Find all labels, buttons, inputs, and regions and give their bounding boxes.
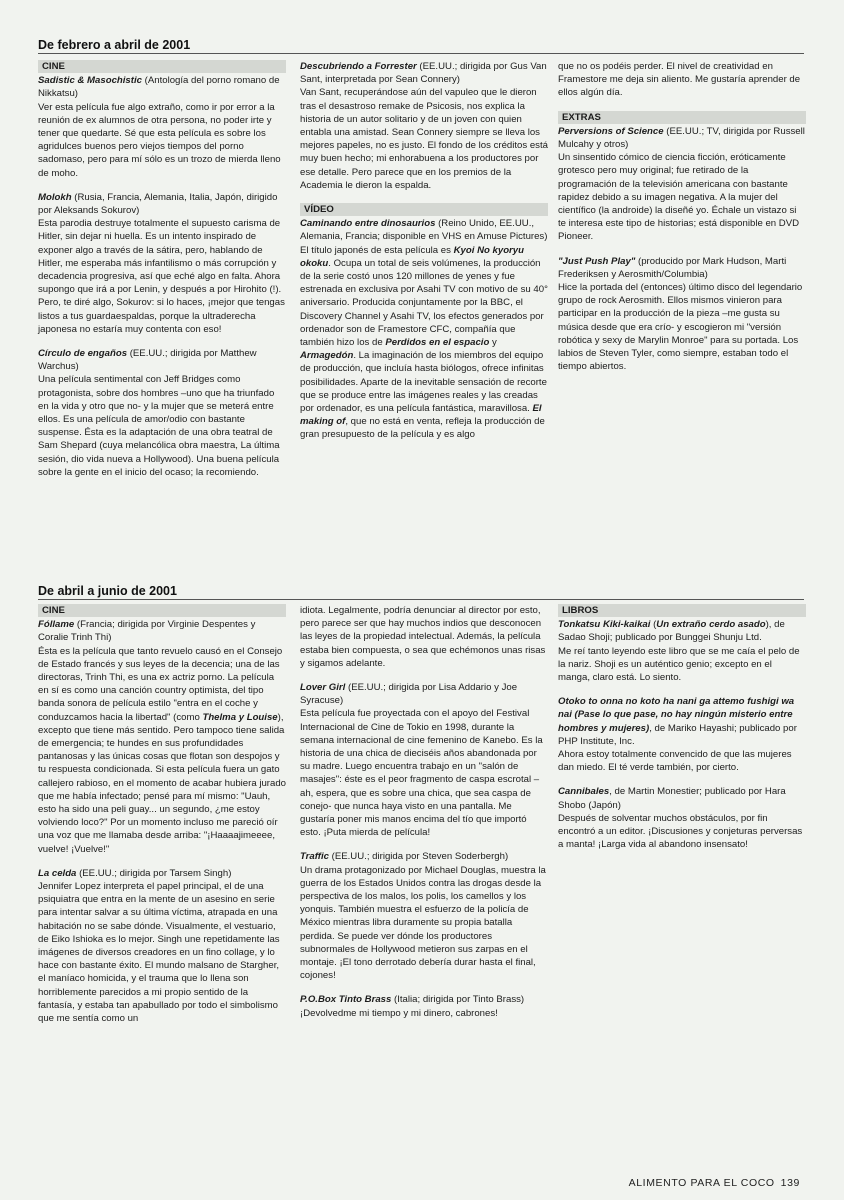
column-2 <box>300 604 548 1031</box>
body-text: . Ocupa un total de seis volúmenes, la producción de la serie costó unos 120 millones de yenes y fue estrenada en exclusiva por Asahi TV con motivo de su 40° aniversario. Producida conjuntamente por la BBC, el Discovery Channel y Asahi TV, los efectos generados por ordenador son de Framestore CFC, compañía que también hizo los de <box>300 257 548 349</box>
entry-title: Círculo de engaños <box>38 348 128 360</box>
page-footer <box>629 1177 800 1189</box>
section-title: De febrero a abril de 2001 <box>38 38 804 54</box>
entry-body: Me reí tanto leyendo este libro que se me caía el pelo de la nariz. Shoji es un auténtico genio; excepto en el manga, claro está. Lo siento. <box>558 645 800 684</box>
review-entry <box>300 850 548 982</box>
column-3 <box>558 604 806 862</box>
column-3 <box>558 60 806 384</box>
category-label: VÍDEO <box>300 203 548 216</box>
category-label: CINE <box>38 60 286 73</box>
entry-meta: ), <box>765 619 772 631</box>
review-entry <box>558 255 806 374</box>
entry-body: Una película sentimental con Jeff Bridges como protagonista, sobre dos hombres –uno que ha triunfado en la vida y otro que no- y la mujer que se meterá entre ellos. Es una película de amor/odio con bastante suspense. Ésta es la adaptación de una obra teatral de Sam Shepard (cuya melancólica obra maestra, La última sesión, dio vida nueva a Hollywood). Una buena película sobre la gente en el inicio del ocaso; la recomiendo. <box>38 374 280 478</box>
category-label: EXTRAS <box>558 111 806 124</box>
entry-body: Un sinsentido cómico de ciencia ficción, eróticamente grotesco pero muy original; fue retirado de la programación de la televisión americana con bastante rapidez debido a su imagen negativa. A la mujer del científico (la androide) la diseñé yo. Échale un vistazo si te interesa este tipo de historias; está disponible en DVD Pioneer. <box>558 152 800 243</box>
entry-title: Lover Girl <box>300 682 346 694</box>
entry-meta: (EE.UU.; dirigida por Lisa Addario y Joe Syracuse) <box>300 682 518 707</box>
entry-title: La celda <box>38 867 77 879</box>
body-text: ), excepto que tiene más sentido. Pero tampoco tiene salida de emergencia; te hundes en sus profundidades pantanosas y las únicas cosas que flotan son despojos y tu respuesta condicionada. Si esta película fuera un gato callejero rabioso, en el momento de acabar hubiera jurado que me había infectado; pensé para mí mismo: "Uauh, esto ha sido una peli guay... un segundo, ¿me estoy volviendo loco?" Por un momento incluso me pareció oír una voz que me llamaba desde arriba: "¡Haaaajimeeee, vuelve! ¡Vuelve!" <box>38 711 286 855</box>
entry-title: Sadistic & Masochistic <box>38 75 142 87</box>
entry-title: Perversions of Science <box>558 125 664 137</box>
entry-meta: de Sadao Shoji; publicado por Bunggei Shunju Ltd. <box>558 619 785 644</box>
entry-title: Tonkatsu Kiki-kaikai <box>558 619 651 631</box>
review-entry <box>38 191 286 336</box>
body-text: , que no está en venta, refleja la producción de gran presupuesto de la película y es algo <box>300 416 545 441</box>
review-entry <box>558 618 806 684</box>
review-entry <box>300 993 548 1019</box>
review-entry <box>38 618 286 856</box>
inline-title: El making of <box>300 403 542 428</box>
entry-title: P.O.Box Tinto Brass <box>300 994 392 1006</box>
review-entry <box>300 217 548 441</box>
entry-meta: (Francia; dirigida por Virginie Despentes y Coralie Trinh Thi) <box>38 619 256 644</box>
continued-text: que no os podéis perder. El nivel de creatividad en Framestore me deja sin aliento. Me gustaría aprender de ellos algún día. <box>558 61 801 99</box>
column-2 <box>300 60 548 453</box>
entry-meta: (EE.UU.; dirigida por Matthew Warchus) <box>38 348 257 373</box>
entry-title: Fóllame <box>38 619 75 631</box>
body-text: y <box>489 337 497 349</box>
entry-body: Después de solventar muchos obstáculos, por fin encontró a un editor. ¡Discusiones y conjeturas perversas a manta! ¡Larga vida al abandono insensato! <box>558 812 803 851</box>
entry-title: Molokh <box>38 191 72 203</box>
entry-meta: (producido por Mark Hudson, Marti Frederiksen y Aerosmith/Columbia) <box>558 255 787 280</box>
entry-title: Otoko to onna no koto ha nani ga attemo fushigi wa nai (Pase lo que pase, no hay ningún misterio entre hombres y mujeres) <box>558 696 795 734</box>
column-1 <box>38 604 286 1036</box>
entry-title: "Just Push Play" <box>558 255 636 267</box>
section-title: De abril a junio de 2001 <box>38 584 804 600</box>
entry-body <box>38 646 286 855</box>
entry-body <box>300 245 548 441</box>
entry-meta: (Reino Unido, EE.UU., Alemania, Francia; disponible en VHS en Amuse Pictures) <box>300 218 548 243</box>
column-1 <box>38 60 286 490</box>
entry-title: Un extraño cerdo asado <box>656 619 766 631</box>
review-entry <box>558 785 806 851</box>
entry-body: Van Sant, recuperándose aún del vapuleo que le dieron tras el desastroso remake de Psicosis, nos explica la historia de un autor solitario y de un joven con quien entabla una amistad. Sean Connery siempre se lleva los mejores papeles, no es justo. El fondo de los créditos está muy buen hecho; mi enhorabuena a los productores por ese detalle. Pero parece que en los premios de la Academia le dieron la espalda. <box>300 87 548 191</box>
entry-body: Esta parodia destruye totalmente el supuesto carisma de Hitler, sin dejar ni huella. Es un intento inspirado de exponer algo a través de la sátira, pero, hablando de Hitler, me esperaba más infantilismo o más corrupción y decadencia progresiva, así que eché algo en falta. Ahora supongo que irá a por Lenin, y después a por Hirohito (!). Pero, te diré algo, Sokurov: si lo haces, ¡mejor que tengas listos a tus guardaespaldas, porque la ultraderecha japonesa no estaría muy contenta con eso! <box>38 218 285 335</box>
entry-meta: (Rusia, Francia, Alemania, Italia, Japón, dirigido por Aleksands Sokurov) <box>38 191 278 217</box>
review-entry <box>558 125 806 244</box>
entry-body: Hice la portada del (entonces) último disco del legendario grupo de rock Aerosmith. Ellos mismos vinieron para participar en la producción de la pieza –me gusta su música desde que era crío- y escogieron mi "versión robótica y sexy de Marylin Monroe" para su portada. Los labios de Steven Tyler, como siempre, estaban todo el tiempo abiertos. <box>558 282 803 373</box>
category-label: LIBROS <box>558 604 806 617</box>
inline-title: Thelma y Louise <box>202 711 278 723</box>
entry-body: Jennifer Lopez interpreta el papel principal, el de una psiquiatra que entra en la mente de un asesino en serie para intentar salvar a su última víctima, atrapada en una habitación no se sabe dónde. Visualmente, el vestuario, de Eiko Ishioka es lo mejor. Singh une repetidamente las imágenes de diversos creadores en un fino collage, y lo hace con bastante éxito. El mundo malsano de Stargher, el maníaco homicida, y el trauma que lo llena son horriblemente parecidos a mi propio sentido de la fantasía, y estaba tan apabullado por todo el simbolismo que me sentía como un <box>38 881 280 1025</box>
entry-body: Ahora estoy totalmente convencido de que las mujeres dan miedo. El té verde también, por cierto. <box>558 749 792 774</box>
body-text: Ésta es la película que tanto revuelo causó en el Consejo de Estado francés y sus leyes de la decencia; una de las directoras, Trinh Thi, es una ex actriz porno. La película en sí es como una canción country optimista, del tipo banda sonora de película estilo "entra en el coche y conduzcamos hacia la libertad" (como <box>38 645 283 723</box>
review-entry <box>38 867 286 1025</box>
entry-meta: (Antología del porno romano de Nikkatsu) <box>38 75 280 100</box>
entry-title: Caminando entre dinosaurios <box>300 218 436 230</box>
entry-body: Esta película fue proyectada con el apoyo del Festival Internacional de Cine de Tokio en 1998, durante la semana internacional de cine femenino de Kanebo. Es la historia de una chica de dieciséis años abandonada por su madre. Luego encuentra trabajo en un "salón de masajes": éste es el peor fragmento de caspa escrotal –ah, espera, que es sobre una chica, que sea caspa de conejo- que nunca haya visto en una pantalla. Me gustaría poner mis manos encima del tío que importó esto. ¡Puta mierda de película! <box>300 708 543 839</box>
inline-title: Armagedón <box>300 350 354 362</box>
review-entry <box>38 347 286 479</box>
entry-meta: , de Martin Monestier; publicado por Hara Shobo (Japón) <box>558 786 786 811</box>
entry-meta: (EE.UU.; dirigida por Steven Soderbergh) <box>328 851 509 863</box>
review-entry <box>558 695 806 774</box>
category-label: CINE <box>38 604 286 617</box>
entry-meta: (EE.UU.; dirigida por Tarsem Singh) <box>76 867 232 879</box>
entry-meta: , de Mariko Hayashi; publicado por PHP Institute, Inc. <box>558 722 797 747</box>
body-text: El título japonés de esta película es <box>300 244 454 256</box>
entry-body: Un drama protagonizado por Michael Douglas, muestra la guerra de los Estados Unidos contra las drogas desde la perspectiva de los malos, los polis, los camellos y los yonquis. También muestra el esfuerzo de la policía de México mientras libra duramente su propia batalla perdida. Se puede ver dónde los productores subnormales de Hollywood metieron sus zarpas en el montaje. ¡El tono derrotado debería durar hasta el final, cojones! <box>300 864 546 982</box>
review-entry <box>300 60 548 192</box>
inline-title: Kyoi No kyoryu okoku <box>300 244 524 269</box>
review-entry <box>38 74 286 180</box>
continued-text: idiota. Legalmente, podría denunciar al director por esto, pero parece ser que hay muchos indios que desconocen las leyes de la propiedad intelectual. Además, la película estaba bien compuesta, o sea que echémonos unas risas y sigamos adelante. <box>300 605 546 669</box>
entry-title: Descubriendo a Forrester <box>300 61 417 72</box>
running-title: ALIMENTO PARA EL COCO <box>628 1177 775 1189</box>
page-number: 139 <box>780 1177 800 1189</box>
entry-body: Ver esta película fue algo extraño, como ir por error a la reunión de ex alumnos de otra persona, no poder irte y tener que quedarte. Sé que esta película es sobre los agridulces buenos pero viejos tiempos del porno sadomaso, pero para mí sólo es un trozo de mierda lleno de moho. <box>38 101 281 179</box>
entry-title: Traffic <box>300 851 329 863</box>
review-entry <box>300 681 548 839</box>
entry-meta: (EE.UU.; TV, dirigida por Russell Mulcahy y otros) <box>558 125 805 151</box>
entry-title: Cannibales <box>558 786 610 798</box>
entry-meta: ( <box>650 619 657 631</box>
body-text: . La imaginación de los miembros del equipo de producción, que incluía hasta biólogos, ofrece infinitas posibilidades. Aparte de la inevitable sensación de recorte que se produce entre las imágenes reales y las creadas por ordenador, es una película fantástica, maravillosa. <box>300 350 547 415</box>
entry-meta: (EE.UU.; dirigida por Gus Van Sant, interpretada por Sean Connery) <box>300 61 547 86</box>
entry-body: ¡Devolvedme mi tiempo y mi dinero, cabrones! <box>300 1007 498 1019</box>
entry-meta: (Italia; dirigida por Tinto Brass) <box>391 994 525 1006</box>
inline-title: Perdidos en el espacio <box>385 337 490 349</box>
